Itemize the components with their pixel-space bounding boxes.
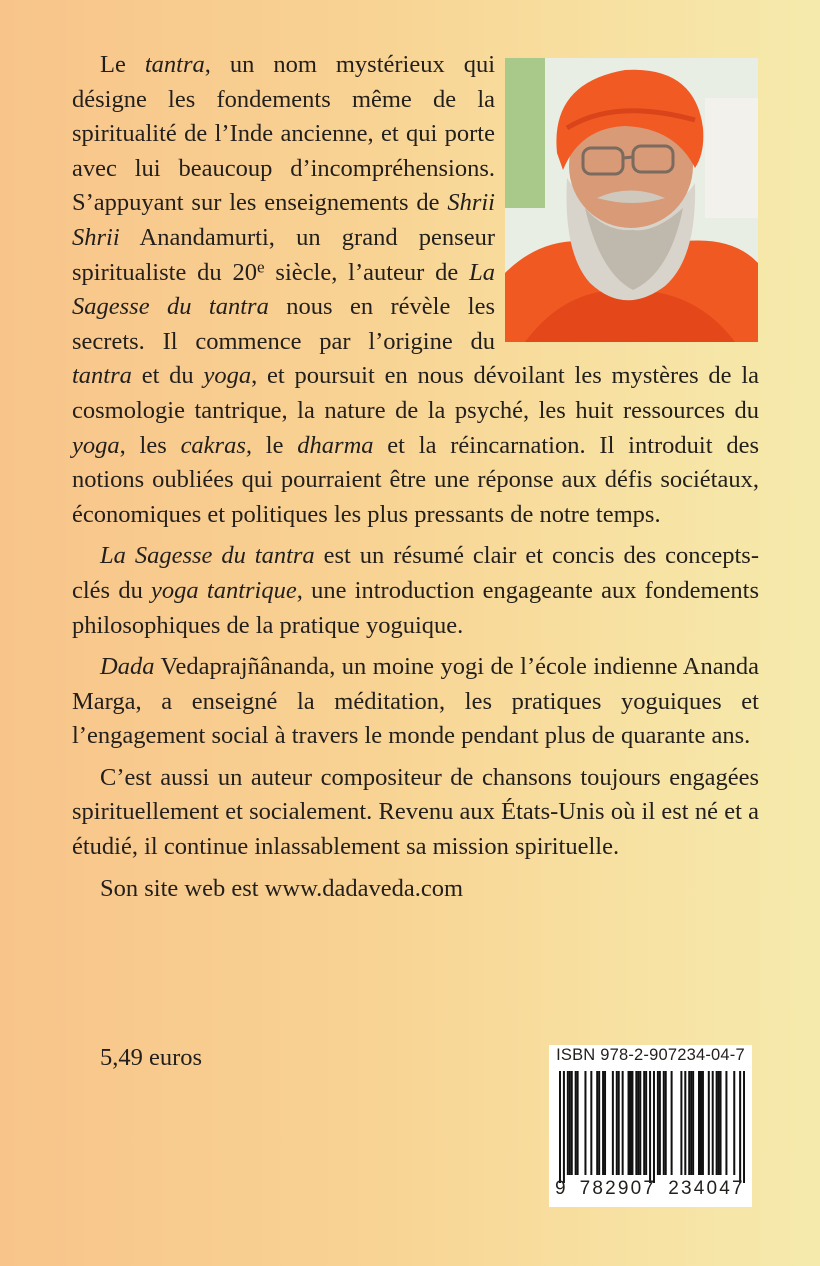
text-run: La Sagesse du tantra [72,258,495,321]
barcode-bar [733,1071,735,1175]
barcode-bar [653,1071,655,1183]
barcode-digit-group: 234047 [668,1178,745,1199]
barcode-bar [700,1071,702,1175]
barcode-digits [555,1178,749,1200]
barcode-bar [637,1071,639,1175]
barcode-bar [602,1071,604,1175]
barcode-bar [563,1071,565,1183]
text-run: yoga [203,362,252,390]
text-run: nous en révèle les secrets. Il commence par l’origine du [72,293,495,355]
barcode-bar [604,1071,606,1175]
barcode-bar [645,1071,647,1175]
paragraph-2 [72,539,759,643]
barcode-bar [635,1071,637,1175]
text-run: tantra [144,51,205,78]
barcode-bar [739,1071,741,1183]
barcode-bar [631,1071,633,1175]
text-run: Vedaprajñânanda, un moine yogi de l’école indienne Ananda Marga, a enseigné la méditation, les pratiques yoguiques et l’engagement social à travers le monde pendant plus de quarante ans. [72,653,759,750]
text-run: Shrii Shrii [72,189,495,251]
text-run: Dada [100,653,155,681]
barcode-bar [690,1071,692,1175]
barcode-bar [692,1071,694,1175]
barcode-bar [671,1071,673,1175]
barcode-digit-group: 782907 [579,1178,657,1199]
barcode-bar [577,1071,579,1175]
barcode-bar [663,1071,665,1175]
text-run: e [256,256,265,276]
text-run: siècle, l’auteur de [264,258,470,286]
text-run: tantra [72,362,132,390]
barcode-bar [596,1071,598,1175]
text-run: cakras, [180,431,253,459]
text-run: yoga tantrique [151,576,297,604]
barcode-bar [649,1071,651,1183]
barcode-bar [702,1071,704,1175]
text-run: et la réincarnation. Il introduit des notions oubliées qui pourraient être une réponse aux défis sociétaux, économiques et politiques les plus pressants de notre temps. [72,431,760,528]
paragraph-5 [72,872,759,907]
text-run: C’est aussi un auteur compositeur de chansons toujours engagées spirituellement et socialement. Revenu aux États-Unis où il est né et a étudié, il continue inlassablement sa mission spirituelle. [72,763,759,861]
paragraph-3 [72,650,759,754]
isbn-label: ISBN 978-2-907234-04-7 [556,1046,745,1064]
barcode-bar [680,1071,682,1175]
barcode-bar [643,1071,645,1175]
text-run: , un nom mystérieux qui désigne les fondements même de la spiritualité de l’Inde ancienne, et qui porte avec lui beaucoup d’incompréhensions. S’appuyant sur les enseignements de [72,51,495,217]
barcode-bar [598,1071,600,1175]
price-label: 5,49 euros [100,1044,203,1071]
barcode-bar [712,1071,714,1175]
barcode-bar [584,1071,586,1175]
text-run: Le [100,51,145,78]
barcode-bar [698,1071,700,1175]
barcode-bar [657,1071,659,1175]
barcode-bar [688,1071,690,1175]
barcode-bar [684,1071,686,1175]
barcode-bar [743,1071,745,1183]
barcode-bar [708,1071,710,1175]
paragraph-1 [72,48,759,532]
text-run: et du [131,362,204,390]
barcode-bar [612,1071,614,1175]
text-run: La Sagesse du tantra [100,542,315,570]
barcode-bar [618,1071,620,1175]
barcode-bar [575,1071,577,1175]
barcode-bar [716,1071,718,1175]
photo-spacer [495,48,759,340]
barcode-bar [567,1071,569,1175]
barcode-bar [559,1071,561,1183]
barcode-bar [628,1071,630,1175]
barcode-bar [622,1071,624,1175]
text-run: yoga [72,431,120,459]
back-cover-text [72,48,759,913]
barcode-bar [720,1071,722,1175]
text-run: dharma [297,431,374,459]
barcode-bar [569,1071,571,1175]
text-run: est un résumé clair et concis des concepts-clés du [72,542,759,604]
text-run: Anandamurti, un grand penseur spiritualiste du 20 [72,223,495,286]
barcode-bar [725,1071,727,1175]
barcode-bar [629,1071,631,1175]
barcode-bar [659,1071,661,1175]
text-run: , et poursuit en nous dévoilant les mystères de la cosmologie tantrique, la nature de la psyché, les huit ressources du [72,362,759,424]
text-run: , les [119,431,181,459]
paragraph-4 [72,761,759,865]
barcode-bar [639,1071,641,1175]
barcode-bar [718,1071,720,1175]
barcode-bars [559,1071,745,1183]
barcode-bar [616,1071,618,1175]
barcode-bar [665,1071,667,1175]
text-run: le [252,431,298,459]
text-run: , une introduction engageante aux fondements philosophiques de la pratique yoguique. [72,576,759,639]
text-run: Son site web est www.dadaveda.com [100,874,464,902]
barcode-bar [590,1071,592,1175]
barcode-bar [571,1071,573,1175]
barcode-digit-group: 9 [555,1178,566,1199]
isbn-barcode [549,1045,752,1207]
